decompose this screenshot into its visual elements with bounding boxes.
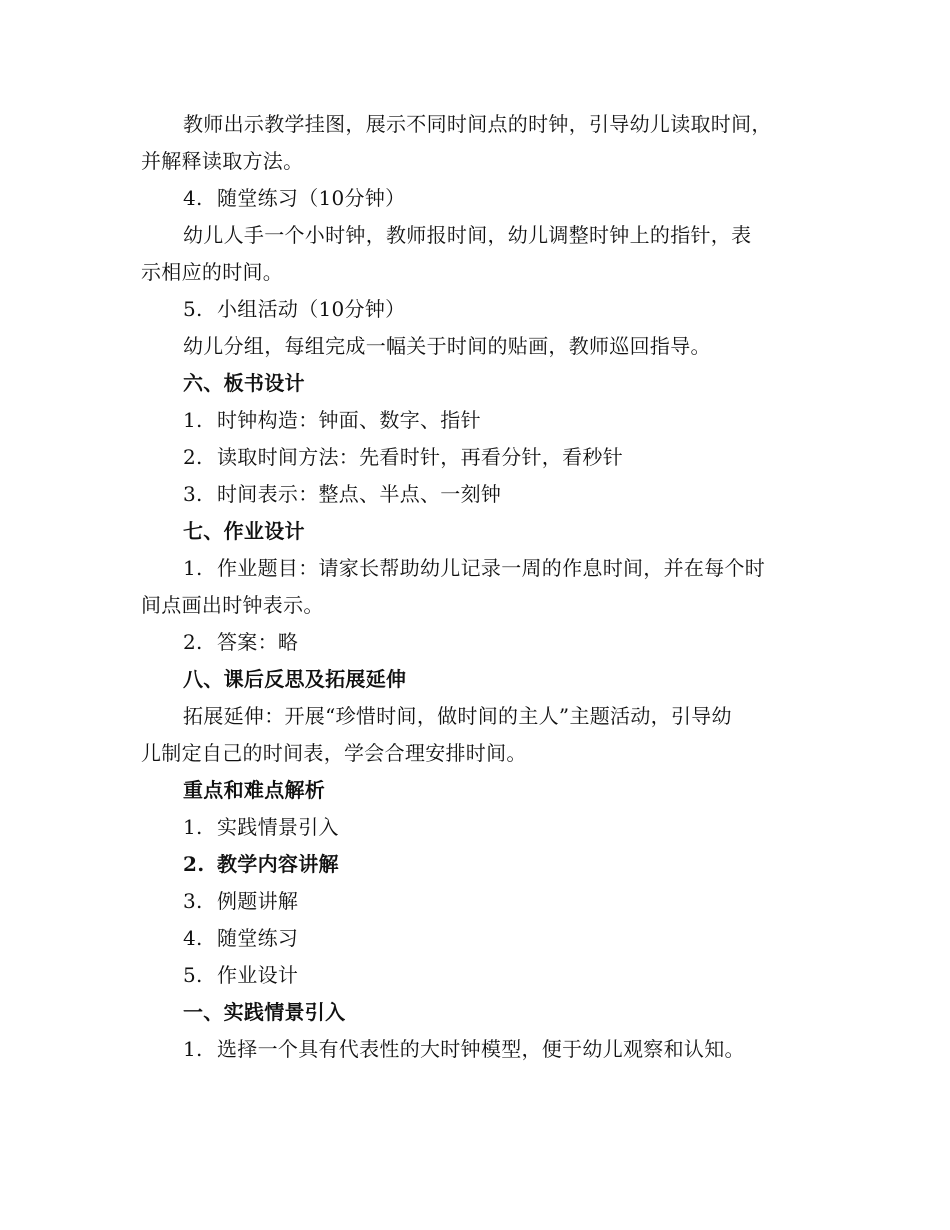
paragraph-line [141, 143, 811, 180]
line-text: 拓展延伸：开展“珍惜时间，做时间的主人”主题活动，引导幼 [183, 704, 732, 728]
line-text: 并解释读取方法。 [141, 149, 304, 173]
paragraph-line [141, 550, 811, 587]
paragraph-line [141, 1031, 811, 1068]
list-number: 2. [183, 630, 203, 654]
section-heading [141, 772, 811, 809]
line-text: 七、作业设计 [183, 519, 305, 543]
list-number: 1. [183, 1037, 203, 1061]
line-text: 作业题目：请家长帮助幼儿记录一周的作息时间，并在每个时 [217, 556, 766, 580]
list-number: 5. [183, 963, 203, 987]
line-text: 间点画出时钟表示。 [141, 593, 324, 617]
list-number: 3. [183, 889, 203, 913]
line-text: 教师出示教学挂图，展示不同时间点的时钟，引导幼儿读取时间， [183, 112, 772, 136]
list-number: 4. [183, 926, 203, 950]
line-text: 答案：略 [217, 630, 299, 654]
paragraph-line [141, 735, 811, 772]
line-text: 时钟构造：钟面、数字、指针 [217, 408, 481, 432]
section-heading [141, 846, 811, 883]
paragraph-line [141, 439, 811, 476]
paragraph-line [141, 402, 811, 439]
line-text: 一、实践情景引入 [183, 1000, 346, 1024]
list-number: 1. [183, 556, 203, 580]
paragraph-line [141, 809, 811, 846]
paragraph-line [141, 587, 811, 624]
list-number: 1. [183, 815, 203, 839]
line-text: 儿制定自己的时间表，学会合理安排时间。 [141, 741, 527, 765]
paragraph-line [141, 217, 811, 254]
paragraph-line [141, 106, 811, 143]
line-text: 时间表示：整点、半点、一刻钟 [217, 482, 502, 506]
line-text: 重点和难点解析 [183, 778, 326, 802]
section-heading [141, 365, 811, 402]
section-heading [141, 661, 811, 698]
line-text: 幼儿人手一个小时钟，教师报时间，幼儿调整时钟上的指针，表 [183, 223, 752, 247]
paragraph-line [141, 328, 811, 365]
list-number: 1. [183, 408, 203, 432]
document-body [141, 106, 811, 1068]
paragraph-line [141, 883, 811, 920]
list-number: 3. [183, 482, 203, 506]
paragraph-line [141, 957, 811, 994]
line-text: 六、板书设计 [183, 371, 305, 395]
paragraph-line [141, 291, 811, 328]
list-number: 2. [183, 852, 205, 876]
section-heading [141, 513, 811, 550]
list-number: 4. [183, 186, 203, 210]
paragraph-line [141, 476, 811, 513]
section-heading [141, 994, 811, 1031]
line-text: 选择一个具有代表性的大时钟模型，便于幼儿观察和认知。 [217, 1037, 745, 1061]
line-text: 随堂练习 [217, 926, 299, 950]
line-text: 实践情景引入 [217, 815, 339, 839]
line-text: 读取时间方法：先看时针，再看分针，看秒针 [217, 445, 623, 469]
paragraph-line [141, 180, 811, 217]
paragraph-line [141, 624, 811, 661]
list-number: 5. [183, 297, 203, 321]
line-text: 例题讲解 [217, 889, 299, 913]
paragraph-line [141, 698, 811, 735]
paragraph-line [141, 254, 811, 291]
line-text: 随堂练习（10分钟） [217, 186, 406, 210]
line-text: 八、课后反思及拓展延伸 [183, 667, 407, 691]
paragraph-line [141, 920, 811, 957]
line-text: 示相应的时间。 [141, 260, 284, 284]
line-text: 教学内容讲解 [217, 852, 339, 876]
line-text: 小组活动（10分钟） [217, 297, 406, 321]
line-text: 作业设计 [217, 963, 299, 987]
list-number: 2. [183, 445, 203, 469]
line-text: 幼儿分组，每组完成一幅关于时间的贴画，教师巡回指导。 [183, 334, 711, 358]
